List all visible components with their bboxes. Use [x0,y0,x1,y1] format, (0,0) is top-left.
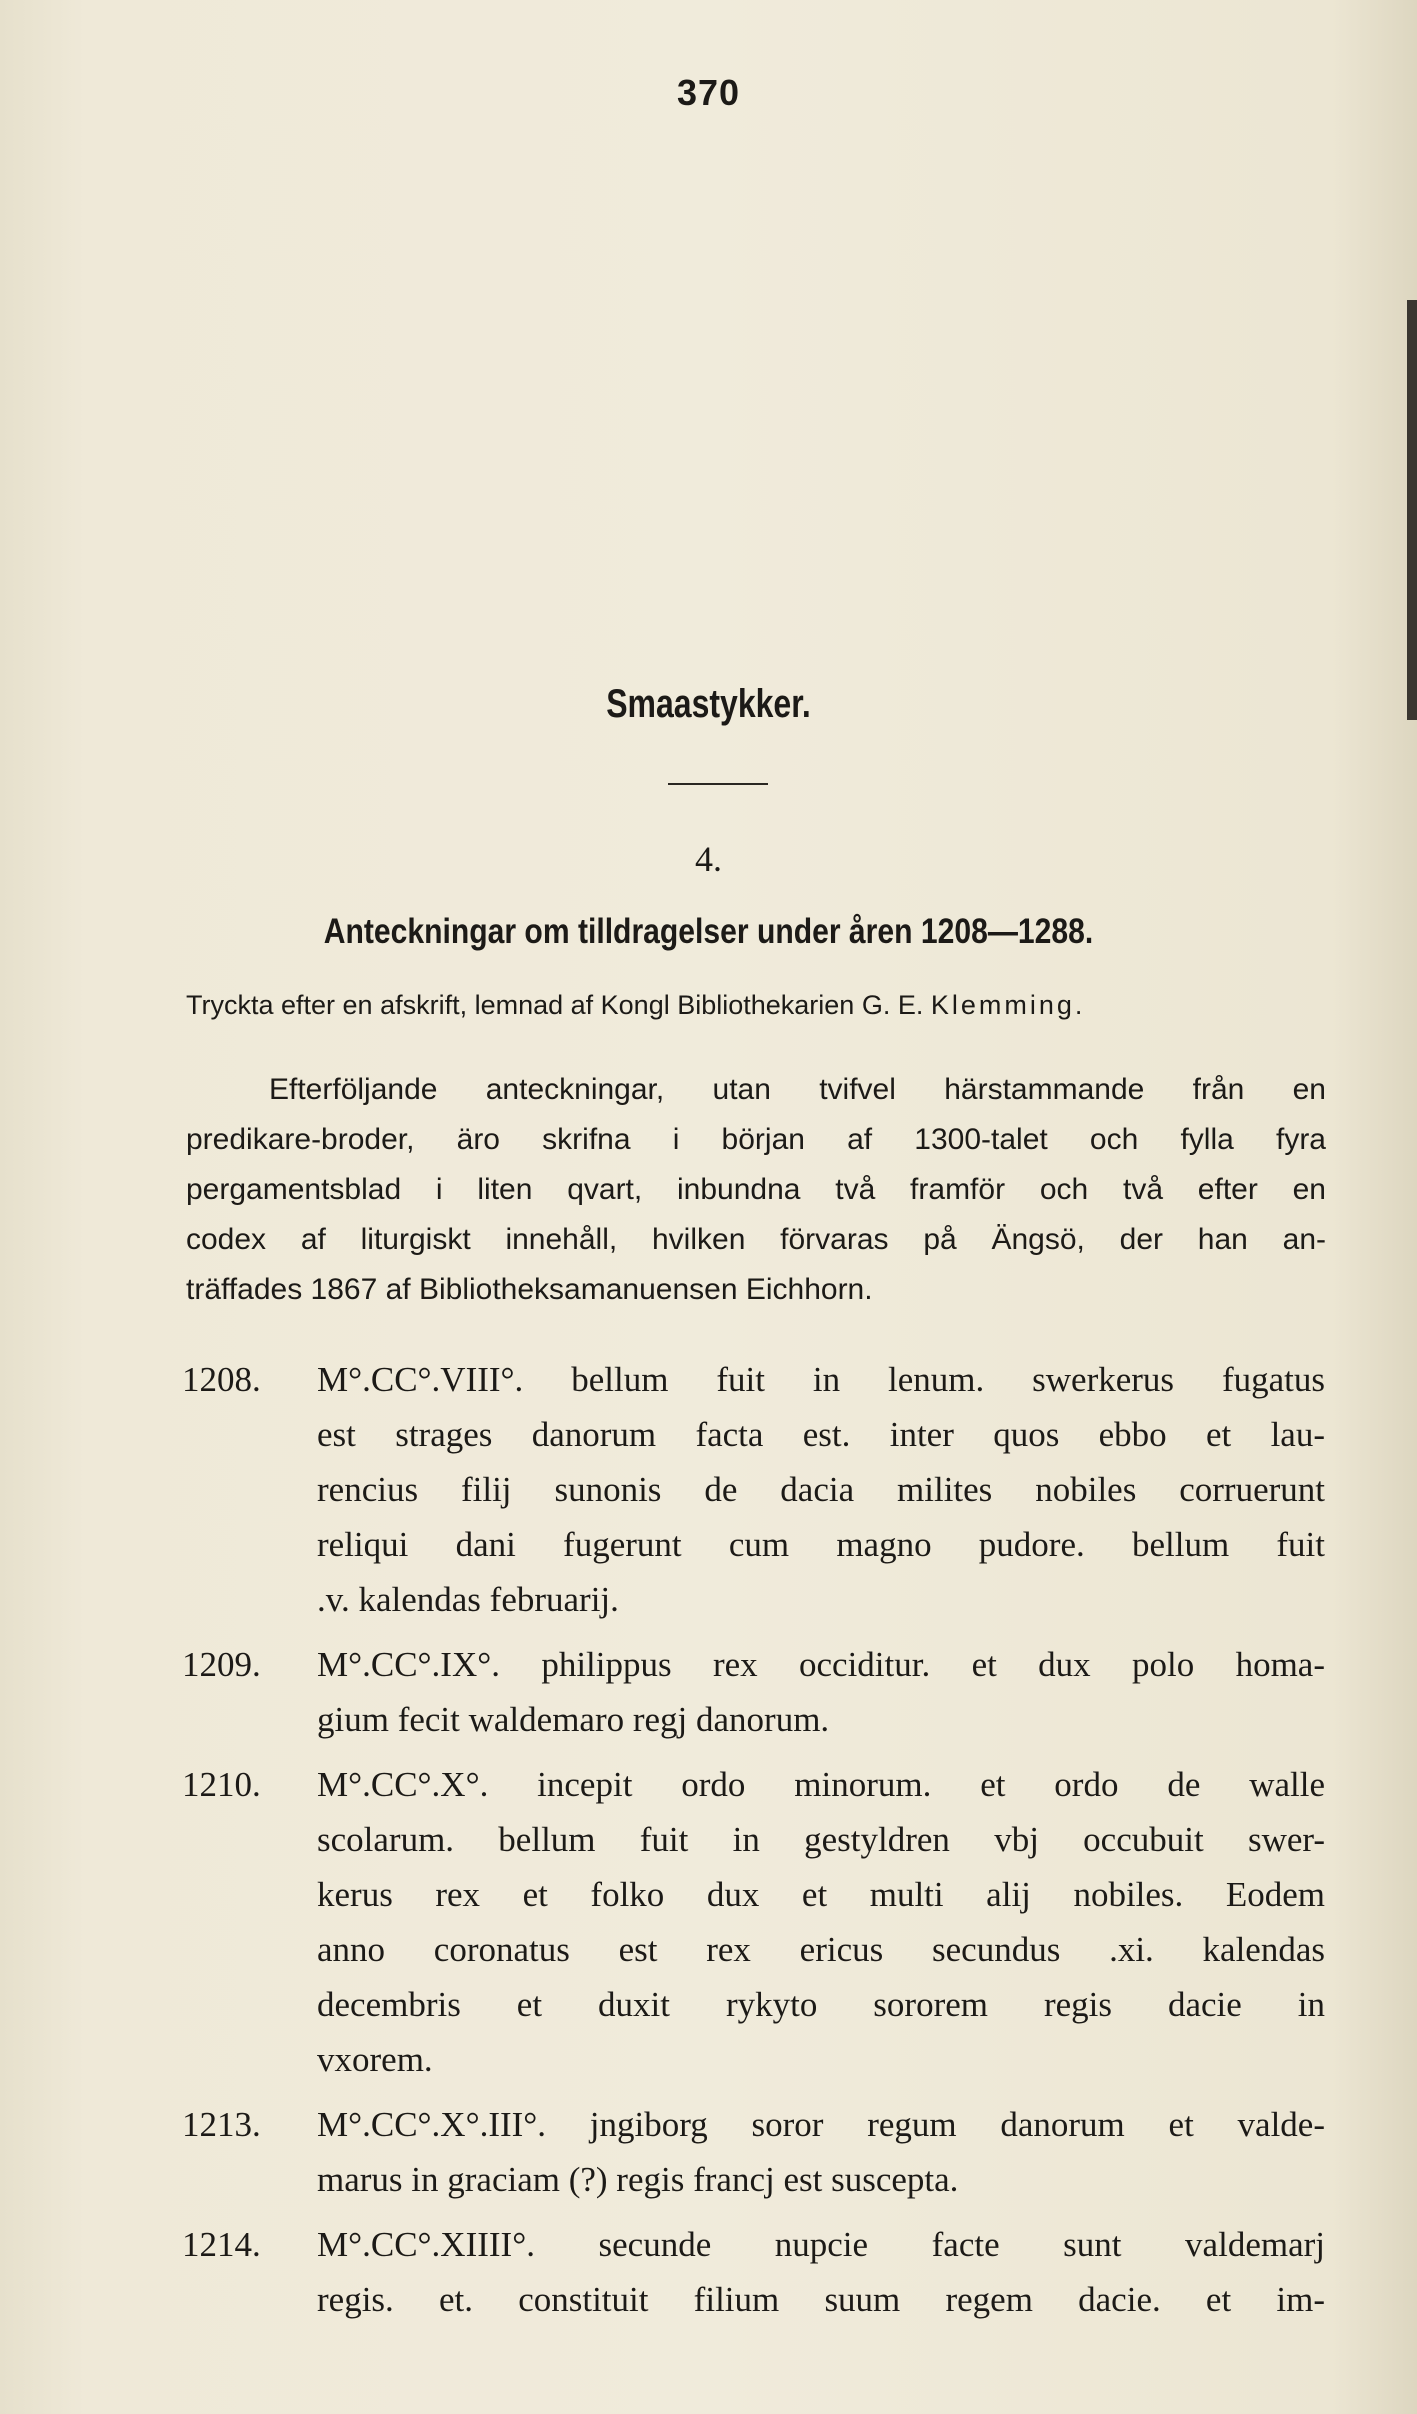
article-title: Anteckningar om tilldragelser under åren 1208—1288. [323,912,1094,951]
entry-year: 1208. [182,1360,261,1399]
entry-line: regis. et. constituit filium suum regem dacie. et im- [317,2280,1325,2319]
entry-line: anno coronatus est rex ericus secundus .xi. kalendas [317,1930,1325,1969]
entry-year: 1209. [182,1645,261,1684]
intro-line: predikare-broder, äro skrifna i början af 1300-talet och fylla fyra [186,1123,1326,1156]
intro-line: Efterföljande anteckningar, utan tvifvel härstammande från en [269,1073,1326,1106]
source-note-text: Tryckta efter en afskrift, lemnad af Kongl Bibliothekarien G. E. [186,990,924,1020]
annal-entry [0,1352,1417,1627]
item-number: 4. [695,839,722,879]
entry-line: kerus rex et folko dux et multi alij nobiles. Eodem [317,1875,1325,1914]
entry-text [317,1757,1325,2087]
annal-entry [0,1637,1417,1747]
intro-paragraph [186,1065,1326,1315]
entry-line: M°.CC°.IX°. philippus rex occiditur. et dux polo homa- [317,1645,1325,1684]
annals-entries [0,1352,1417,2327]
entry-line: M°.CC°.VIII°. bellum fuit in lenum. swerkerus fugatus [317,1360,1325,1399]
entry-line: M°.CC°.X°. incepit ordo minorum. et ordo de walle [317,1765,1325,1804]
annal-entry [0,1757,1417,2087]
section-title: Smaastykker. [606,682,811,726]
entry-year: 1214. [182,2225,261,2264]
page-edge-shadow [1407,300,1417,720]
intro-line: pergamentsblad i liten qvart, inbundna två framför och två efter en [186,1173,1326,1206]
entry-line: vxorem. [317,2040,433,2079]
entry-line: rencius filij sunonis de dacia milites nobiles corruerunt [317,1470,1325,1509]
entry-year: 1210. [182,1765,261,1804]
source-note-name: Klemming. [930,990,1086,1020]
entry-line: M°.CC°.XIIII°. secunde nupcie facte sunt valdemarj [317,2225,1325,2264]
entry-text [317,1352,1325,1627]
entry-line: M°.CC°.X°.III°. jngiborg soror regum danorum et valde- [317,2105,1325,2144]
annal-entry [0,2097,1417,2207]
entry-line: scolarum. bellum fuit in gestyldren vbj occubuit swer- [317,1820,1325,1859]
entry-line: est strages danorum facta est. inter quos ebbo et lau- [317,1415,1325,1454]
entry-text [317,2097,1325,2207]
entry-line: decembris et duxit rykyto sororem regis dacie in [317,1985,1325,2024]
entry-year: 1213. [182,2105,261,2144]
source-note [186,990,1085,1021]
entry-text [317,2217,1325,2327]
entry-text [317,1637,1325,1747]
entry-line: reliqui dani fugerunt cum magno pudore. bellum fuit [317,1525,1325,1564]
page-number: 370 [676,72,741,113]
annal-entry [0,2217,1417,2327]
intro-line: codex af liturgiskt innehåll, hvilken förvaras på Ängsö, der han an- [186,1223,1326,1256]
intro-line: träffades 1867 af Bibliotheksamanuensen Eichhorn. [186,1273,873,1306]
entry-line: marus in graciam (?) regis francj est suscepta. [317,2160,959,2199]
entry-line: .v. kalendas februarij. [317,1580,619,1619]
entry-line: gium fecit waldemaro regj danorum. [317,1700,830,1739]
title-rule [668,783,768,785]
